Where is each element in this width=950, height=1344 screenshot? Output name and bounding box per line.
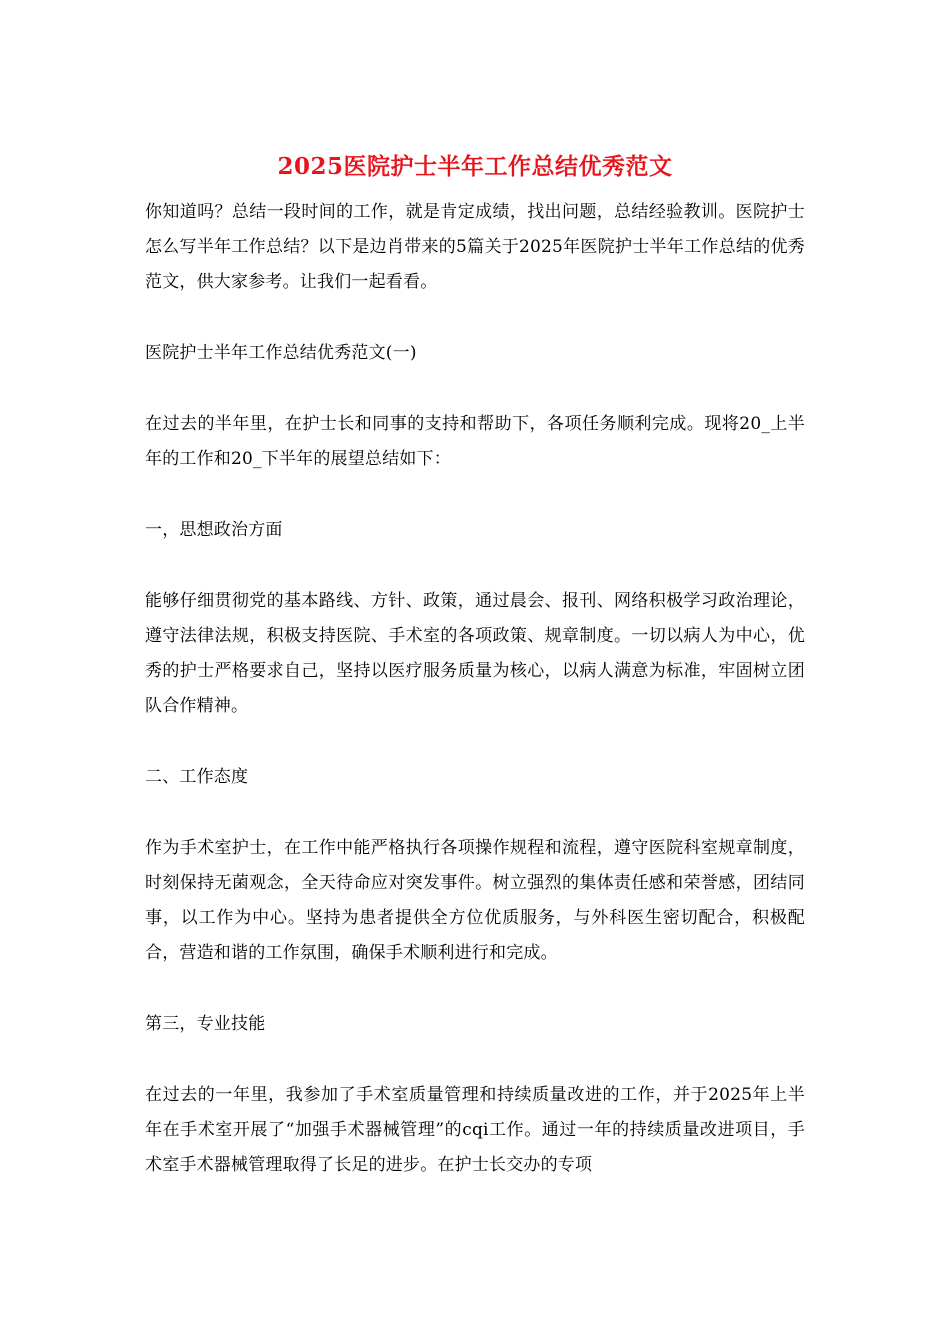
- section-heading-politics: 一，思想政治方面: [145, 520, 283, 540]
- paragraph-intro: 你知道吗？总结一段时间的工作，就是肯定成绩，找出问题，总结经验教训。医院护士怎么写半年工作总结？以下是边肖带来的5篇关于2025年医院护士半年工作总结的优秀范文，供大家参考。让我们一起看看。: [145, 202, 805, 292]
- paragraph-gap: [145, 1042, 805, 1078]
- paragraph-gap: [145, 548, 805, 584]
- paragraph-gap: [145, 371, 805, 407]
- paragraph-skills: 在过去的一年里，我参加了手术室质量管理和持续质量改进的工作，并于2025年上半年在手术室开展了“加强手术器械管理”的cqi工作。通过一年的持续质量改进项目，手术室手术器械管理取得了长足的进步。在护士长交办的专项: [145, 1085, 805, 1175]
- paragraph-gap: [145, 971, 805, 1007]
- section-heading-sample-one: 医院护士半年工作总结优秀范文(一): [145, 343, 417, 363]
- paragraph-gap: [145, 477, 805, 513]
- section-heading-attitude: 二、工作态度: [145, 767, 249, 787]
- paragraph-gap: [145, 724, 805, 760]
- section-heading-skills: 第三，专业技能: [145, 1014, 266, 1034]
- paragraph-gap: [145, 300, 805, 336]
- paragraph-overview: 在过去的半年里，在护士长和同事的支持和帮助下，各项任务顺利完成。现将20_上半年的工作和20_下半年的展望总结如下：: [145, 414, 805, 469]
- document-body: [145, 195, 805, 1183]
- paragraph-gap: [145, 795, 805, 831]
- document-title: 2025医院护士半年工作总结优秀范文: [277, 153, 673, 180]
- paragraph-politics: 能够仔细贯彻党的基本路线、方针、政策，通过晨会、报刊、网络积极学习政治理论，遵守法律法规，积极支持医院、手术室的各项政策、规章制度。一切以病人为中心，优秀的护士严格要求自己，坚持以医疗服务质量为核心，以病人满意为标准，牢固树立团队合作精神。: [145, 591, 805, 716]
- paragraph-attitude: 作为手术室护士，在工作中能严格执行各项操作规程和流程，遵守医院科室规章制度，时刻保持无菌观念，全天待命应对突发事件。树立强烈的集体责任感和荣誉感，团结同事，以工作为中心。坚持为患者提供全方位优质服务，与外科医生密切配合，积极配合，营造和谐的工作氛围，确保手术顺利进行和完成。: [145, 838, 805, 963]
